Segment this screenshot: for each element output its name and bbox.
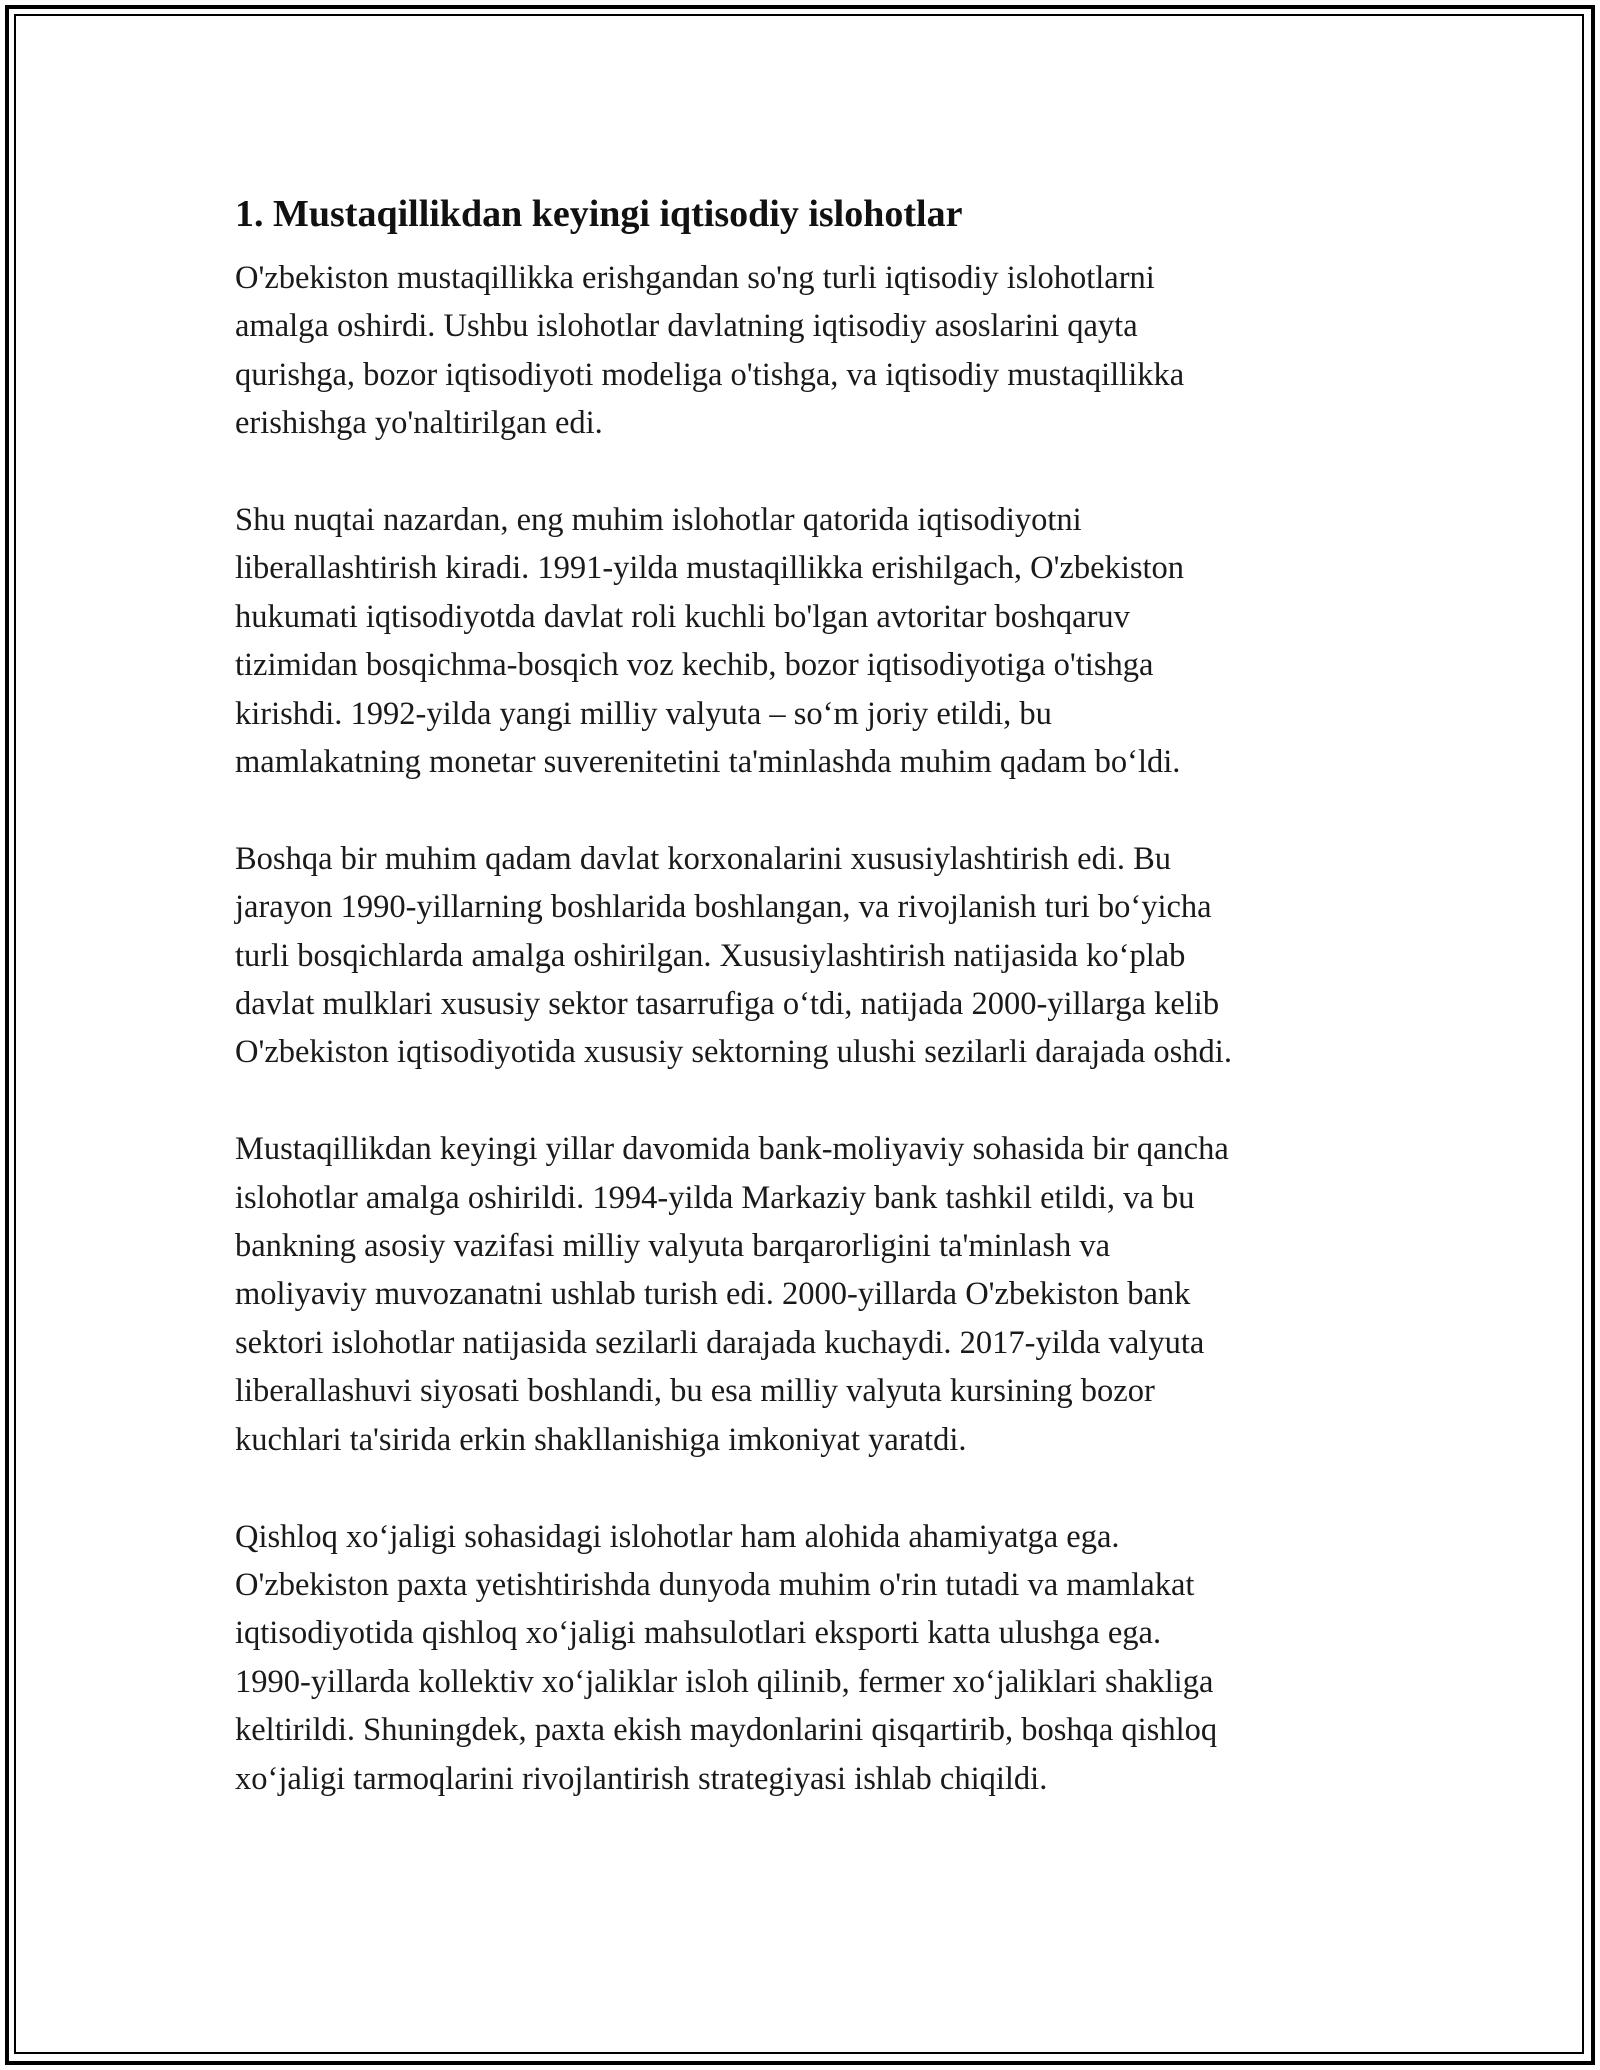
- text-line: kirishdi. 1992-yilda yangi milliy valyuta – so‘m joriy etildi, bu: [235, 695, 1052, 732]
- text-line: hukumati iqtisodiyotda davlat roli kuchli bo'lgan avtoritar boshqaruv: [235, 598, 1130, 635]
- text-line: sektori islohotlar natijasida sezilarli darajada kuchaydi. 2017-yilda valyuta: [235, 1324, 1205, 1361]
- text-line: 1990-yillarda kollektiv xo‘jaliklar isloh qilinib, fermer xo‘jaliklari shakliga: [235, 1663, 1214, 1700]
- section-title: 1. Mustaqillikdan keyingi iqtisodiy islohotlar: [235, 193, 963, 235]
- paragraph: [235, 1513, 1375, 1803]
- text-line: O'zbekiston mustaqillikka erishgandan so'ng turli iqtisodiy islohotlarni: [235, 260, 1155, 296]
- text-line: liberallashuvi siyosati boshlandi, bu esa milliy valyuta kursining bozor: [235, 1373, 1155, 1410]
- text-line: erishishga yo'naltirilgan edi.: [235, 405, 603, 442]
- text-line: liberallashtirish kiradi. 1991-yilda mustaqillikka erishilgach, O'zbekiston: [235, 550, 1185, 587]
- text-line: mamlakatning monetar suverenitetini ta'minlashda muhim qadam bo‘ldi.: [235, 744, 1181, 781]
- text-line: Shu nuqtai nazardan, eng muhim islohotlar qatorida iqtisodiyotni: [235, 502, 1082, 539]
- paragraph: [235, 1125, 1375, 1464]
- text-line: tizimidan bosqichma-bosqich voz kechib, bozor iqtisodiyotiga o'tishga: [235, 647, 1154, 684]
- text-line: jarayon 1990-yillarning boshlarida boshlangan, va rivojlanish turi bo‘yicha: [235, 889, 1212, 926]
- text-line: davlat mulklari xususiy sektor tasarrufiga o‘tdi, natijada 2000-yillarga kelib: [235, 986, 1220, 1023]
- text-line: xo‘jaligi tarmoqlarini rivojlantirish strategiyasi ishlab chiqildi.: [235, 1760, 1048, 1797]
- paragraph: [235, 835, 1375, 1077]
- text-line: iqtisodiyotida qishloq xo‘jaligi mahsulotlari eksporti katta ulushga ega.: [235, 1615, 1162, 1652]
- document-body: [235, 186, 1375, 1851]
- text-line: bankning asosiy vazifasi milliy valyuta barqarorligini ta'minlash va: [235, 1228, 1111, 1265]
- text-line: O'zbekiston paxta yetishtirishda dunyoda muhim o'rin tutadi va mamlakat: [235, 1566, 1195, 1603]
- text-line: kuchlari ta'sirida erkin shakllanishiga imkoniyat yaratdi.: [235, 1421, 967, 1458]
- text-line: keltirildi. Shuningdek, paxta ekish maydonlarini qisqartirib, boshqa qishloq: [235, 1712, 1218, 1749]
- text-line: islohotlar amalga oshirildi. 1994-yilda Markaziy bank tashkil etildi, va bu: [235, 1179, 1195, 1216]
- text-line: Qishloq xo‘jaligi sohasidagi islohotlar ham alohida ahamiyatga ega.: [235, 1518, 1120, 1555]
- text-line: qurishga, bozor iqtisodiyoti modeliga o'tishga, va iqtisodiy mustaqillikka: [235, 356, 1185, 393]
- text-line: moliyaviy muvozanatni ushlab turish edi. 2000-yillarda O'zbekiston bank: [235, 1276, 1191, 1313]
- text-line: Mustaqillikdan keyingi yillar davomida bank-moliyaviy sohasida bir qancha: [235, 1131, 1229, 1168]
- text-line: O'zbekiston iqtisodiyotida xususiy sektorning ulushi sezilarli darajada oshdi.: [235, 1034, 1232, 1071]
- paragraph: [235, 496, 1375, 786]
- text-line: Boshqa bir muhim qadam davlat korxonalarini xususiylashtirish edi. Bu: [235, 840, 1172, 877]
- paragraph: [235, 254, 1375, 448]
- text-line: amalga oshirdi. Ushbu islohotlar davlatning iqtisodiy asoslarini qayta: [235, 308, 1138, 345]
- text-line: turli bosqichlarda amalga oshirilgan. Xususiylashtirish natijasida ko‘plab: [235, 937, 1186, 974]
- paragraph-list: [235, 254, 1375, 1803]
